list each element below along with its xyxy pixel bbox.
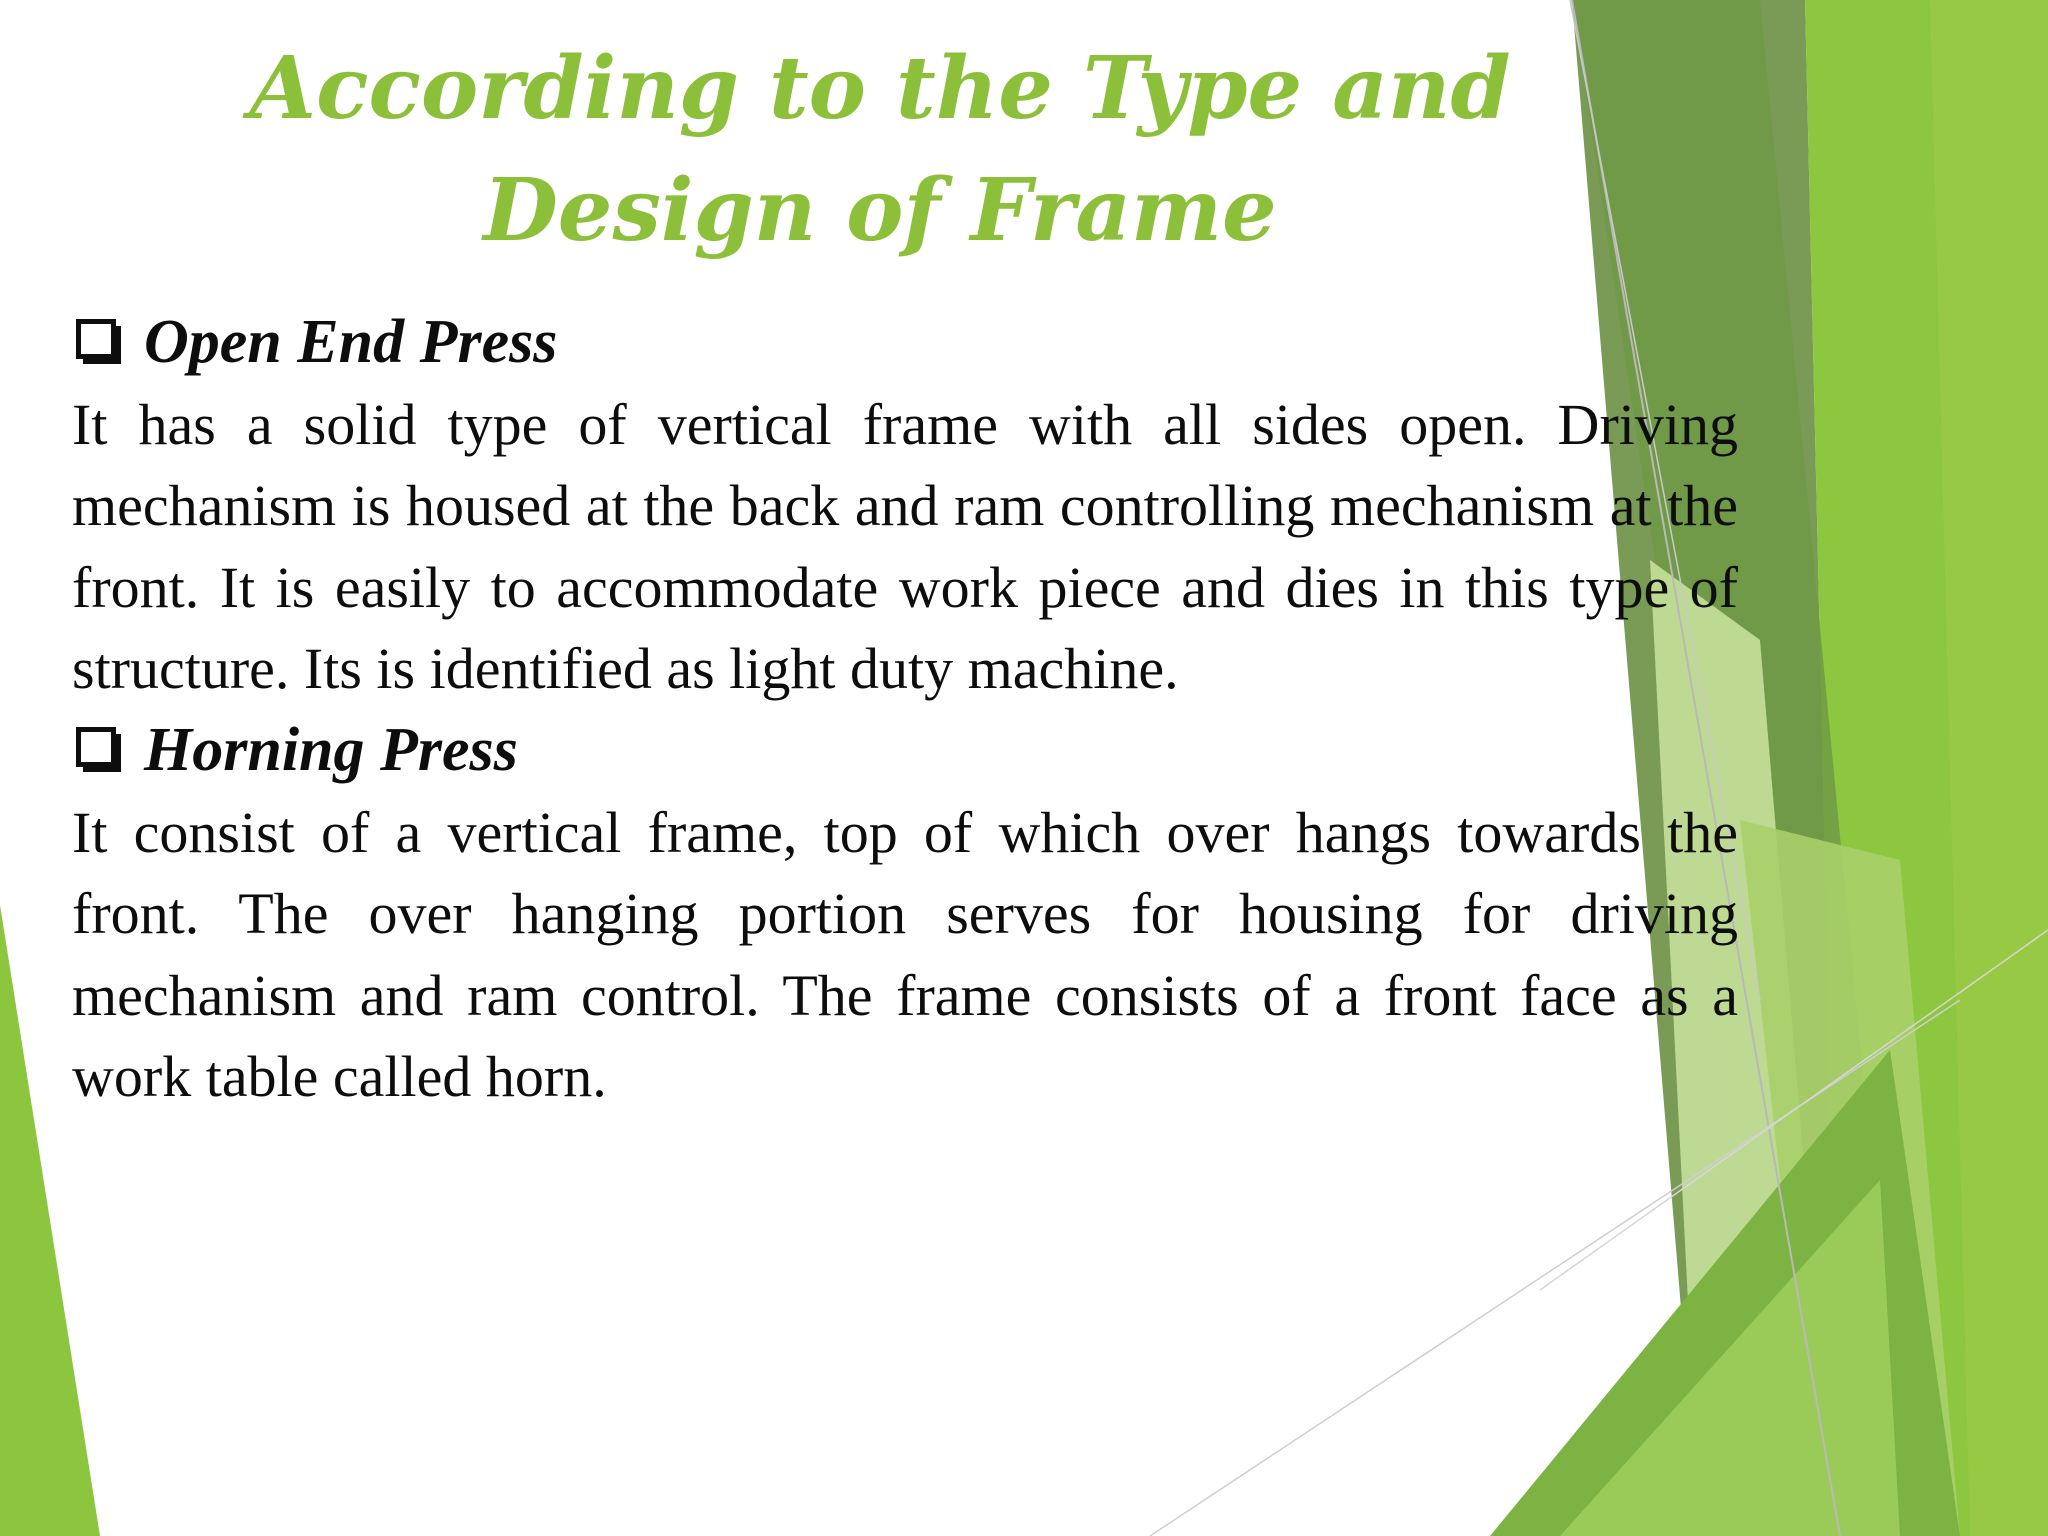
checkbox-icon xyxy=(76,319,116,359)
title-line-2: Design of Frame xyxy=(483,160,1277,261)
section-body-open-end-press: It has a solid type of vertical frame with all sides open. Driving mechanism is housed at the back and ram controlling mechanism at the front. It is easily to accommodate work piece and dies in this type of structure. Its is identified as light duty machine. xyxy=(72,391,1738,702)
section-heading-open-end-press xyxy=(72,302,1738,384)
checkbox-icon xyxy=(76,727,116,767)
section-heading-horning-press xyxy=(72,710,1738,792)
section-body-horning-press: It consist of a vertical frame, top of which over hangs towards the front. The over hanging portion serves for housing for driving mechanism and ram control. The frame consists of a front face as a work table called horn. xyxy=(72,799,1738,1110)
title-line-1: According to the Type and xyxy=(249,38,1511,139)
section-heading-text: Horning Press xyxy=(144,715,518,784)
section-heading-text: Open End Press xyxy=(144,308,558,376)
content-area xyxy=(72,302,1738,1118)
slide-title xyxy=(180,28,1580,272)
